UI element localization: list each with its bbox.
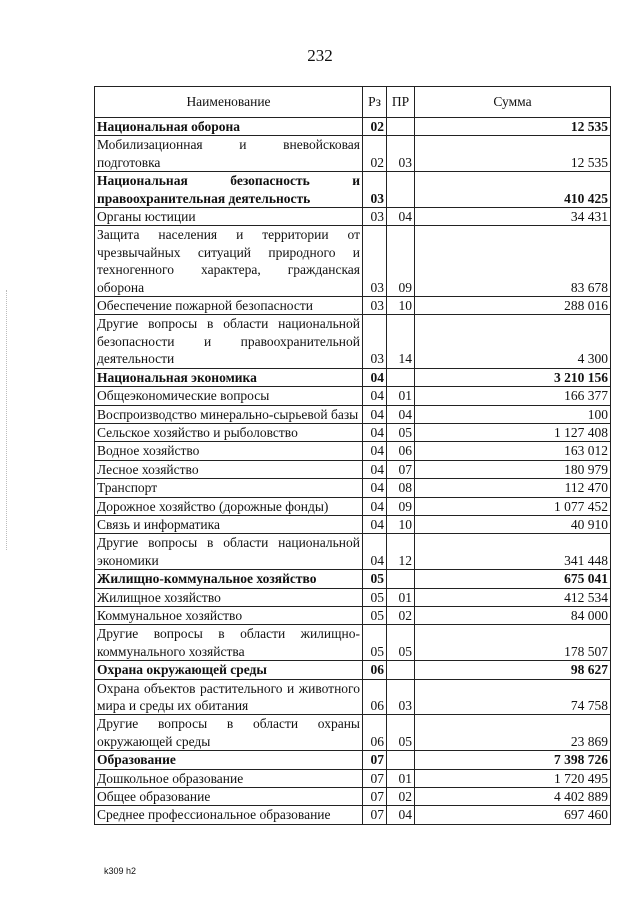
budget-table <box>94 86 611 825</box>
cell-rz: 07 <box>363 751 387 769</box>
table-row <box>95 534 611 570</box>
table-row <box>95 479 611 497</box>
cell-rz: 03 <box>363 172 387 208</box>
table-row <box>95 769 611 787</box>
table-row <box>95 423 611 441</box>
cell-sum: 1 077 452 <box>415 497 611 515</box>
header-pr: ПР <box>387 87 415 118</box>
cell-name: Общеэкономические вопросы <box>95 387 363 405</box>
table-row <box>95 226 611 297</box>
page-number: 232 <box>307 46 333 65</box>
cell-rz: 05 <box>363 606 387 624</box>
cell-rz: 04 <box>363 460 387 478</box>
table-header-row <box>95 87 611 118</box>
cell-pr: 07 <box>387 460 415 478</box>
cell-pr: 05 <box>387 715 415 751</box>
table-row <box>95 136 611 172</box>
table-row <box>95 315 611 368</box>
cell-pr: 01 <box>387 769 415 787</box>
table-body <box>95 118 611 825</box>
cell-sum: 98 627 <box>415 661 611 679</box>
cell-rz: 07 <box>363 806 387 824</box>
table-row <box>95 679 611 715</box>
table-row <box>95 387 611 405</box>
cell-name: Обеспечение пожарной безопасности <box>95 297 363 315</box>
table-row <box>95 442 611 460</box>
cell-name: Дорожное хозяйство (дорожные фонды) <box>95 497 363 515</box>
cell-sum: 23 869 <box>415 715 611 751</box>
cell-pr: 09 <box>387 497 415 515</box>
table-row <box>95 497 611 515</box>
cell-name: Общее образование <box>95 788 363 806</box>
cell-name: Охрана окружающей среды <box>95 661 363 679</box>
cell-rz: 03 <box>363 208 387 226</box>
margin-scan-marks <box>6 290 9 550</box>
cell-name: Мобилизационная и вневойсковая подготовка <box>95 136 363 172</box>
cell-pr: 02 <box>387 606 415 624</box>
cell-pr <box>387 118 415 136</box>
cell-pr: 09 <box>387 226 415 297</box>
cell-sum: 74 758 <box>415 679 611 715</box>
cell-sum: 112 470 <box>415 479 611 497</box>
header-sum: Сумма <box>415 87 611 118</box>
table-row <box>95 460 611 478</box>
cell-sum: 178 507 <box>415 625 611 661</box>
cell-rz: 02 <box>363 136 387 172</box>
cell-name: Транспорт <box>95 479 363 497</box>
cell-name: Дошкольное образование <box>95 769 363 787</box>
cell-pr: 06 <box>387 442 415 460</box>
table-section-row <box>95 661 611 679</box>
table-row <box>95 606 611 624</box>
cell-pr <box>387 172 415 208</box>
cell-rz: 03 <box>363 297 387 315</box>
cell-rz: 06 <box>363 715 387 751</box>
table-row <box>95 715 611 751</box>
cell-rz: 05 <box>363 588 387 606</box>
cell-pr: 12 <box>387 534 415 570</box>
cell-name: Другие вопросы в области жилищно-коммунального хозяйства <box>95 625 363 661</box>
cell-sum: 410 425 <box>415 172 611 208</box>
table-row <box>95 405 611 423</box>
table-row <box>95 788 611 806</box>
cell-rz: 04 <box>363 387 387 405</box>
header-rz: Рз <box>363 87 387 118</box>
cell-sum: 4 300 <box>415 315 611 368</box>
cell-name: Связь и информатика <box>95 515 363 533</box>
cell-name: Коммунальное хозяйство <box>95 606 363 624</box>
cell-sum: 180 979 <box>415 460 611 478</box>
cell-name: Водное хозяйство <box>95 442 363 460</box>
cell-pr: 08 <box>387 479 415 497</box>
cell-rz: 07 <box>363 788 387 806</box>
cell-rz: 06 <box>363 661 387 679</box>
cell-rz: 04 <box>363 442 387 460</box>
cell-sum: 3 210 156 <box>415 368 611 386</box>
cell-name: Лесное хозяйство <box>95 460 363 478</box>
cell-name: Жилищное хозяйство <box>95 588 363 606</box>
table-section-row <box>95 118 611 136</box>
cell-rz: 03 <box>363 226 387 297</box>
cell-sum: 1 720 495 <box>415 769 611 787</box>
cell-sum: 12 535 <box>415 118 611 136</box>
cell-sum: 34 431 <box>415 208 611 226</box>
cell-name: Охрана объектов растительного и животного мира и среды их обитания <box>95 679 363 715</box>
cell-rz: 03 <box>363 315 387 368</box>
cell-sum: 697 460 <box>415 806 611 824</box>
cell-sum: 7 398 726 <box>415 751 611 769</box>
cell-rz: 07 <box>363 769 387 787</box>
cell-name: Среднее профессиональное образование <box>95 806 363 824</box>
cell-sum: 163 012 <box>415 442 611 460</box>
cell-name: Другие вопросы в области национальной экономики <box>95 534 363 570</box>
cell-pr: 10 <box>387 297 415 315</box>
cell-pr: 04 <box>387 405 415 423</box>
cell-name: Другие вопросы в области национальной безопасности и правоохранительной деятельности <box>95 315 363 368</box>
cell-pr: 03 <box>387 679 415 715</box>
table-section-row <box>95 368 611 386</box>
cell-pr <box>387 751 415 769</box>
cell-pr <box>387 570 415 588</box>
cell-rz: 05 <box>363 570 387 588</box>
cell-name: Национальная безопасность и правоохранительная деятельность <box>95 172 363 208</box>
table-row <box>95 588 611 606</box>
table-row <box>95 515 611 533</box>
cell-pr <box>387 661 415 679</box>
cell-name: Воспроизводство минерально-сырьевой базы <box>95 405 363 423</box>
cell-sum: 100 <box>415 405 611 423</box>
cell-sum: 12 535 <box>415 136 611 172</box>
header-name: Наименование <box>95 87 363 118</box>
cell-rz: 04 <box>363 405 387 423</box>
cell-pr: 14 <box>387 315 415 368</box>
cell-sum: 40 910 <box>415 515 611 533</box>
cell-name: Национальная оборона <box>95 118 363 136</box>
cell-rz: 04 <box>363 515 387 533</box>
cell-sum: 288 016 <box>415 297 611 315</box>
table-section-row <box>95 172 611 208</box>
cell-name: Образование <box>95 751 363 769</box>
cell-pr: 05 <box>387 423 415 441</box>
table-row <box>95 297 611 315</box>
table-row <box>95 208 611 226</box>
table-row <box>95 806 611 824</box>
cell-pr: 04 <box>387 806 415 824</box>
cell-sum: 1 127 408 <box>415 423 611 441</box>
cell-pr <box>387 368 415 386</box>
cell-sum: 166 377 <box>415 387 611 405</box>
cell-sum: 412 534 <box>415 588 611 606</box>
table-section-row <box>95 751 611 769</box>
cell-rz: 04 <box>363 368 387 386</box>
cell-sum: 4 402 889 <box>415 788 611 806</box>
cell-name: Органы юстиции <box>95 208 363 226</box>
cell-pr: 04 <box>387 208 415 226</box>
cell-rz: 04 <box>363 497 387 515</box>
cell-pr: 02 <box>387 788 415 806</box>
cell-pr: 01 <box>387 588 415 606</box>
cell-rz: 06 <box>363 679 387 715</box>
cell-pr: 10 <box>387 515 415 533</box>
footer-code: k309 h2 <box>104 866 137 876</box>
cell-name: Другие вопросы в области охраны окружающей среды <box>95 715 363 751</box>
cell-name: Защита населения и территории от чрезвычайных ситуаций природного и техногенного характера, гражданская оборона <box>95 226 363 297</box>
cell-sum: 675 041 <box>415 570 611 588</box>
cell-rz: 02 <box>363 118 387 136</box>
cell-name: Национальная экономика <box>95 368 363 386</box>
cell-pr: 05 <box>387 625 415 661</box>
cell-name: Жилищно-коммунальное хозяйство <box>95 570 363 588</box>
cell-pr: 03 <box>387 136 415 172</box>
cell-sum: 341 448 <box>415 534 611 570</box>
table-row <box>95 625 611 661</box>
cell-rz: 04 <box>363 423 387 441</box>
cell-pr: 01 <box>387 387 415 405</box>
cell-sum: 83 678 <box>415 226 611 297</box>
cell-rz: 04 <box>363 479 387 497</box>
cell-rz: 04 <box>363 534 387 570</box>
table-section-row <box>95 570 611 588</box>
cell-sum: 84 000 <box>415 606 611 624</box>
cell-rz: 05 <box>363 625 387 661</box>
cell-name: Сельское хозяйство и рыболовство <box>95 423 363 441</box>
